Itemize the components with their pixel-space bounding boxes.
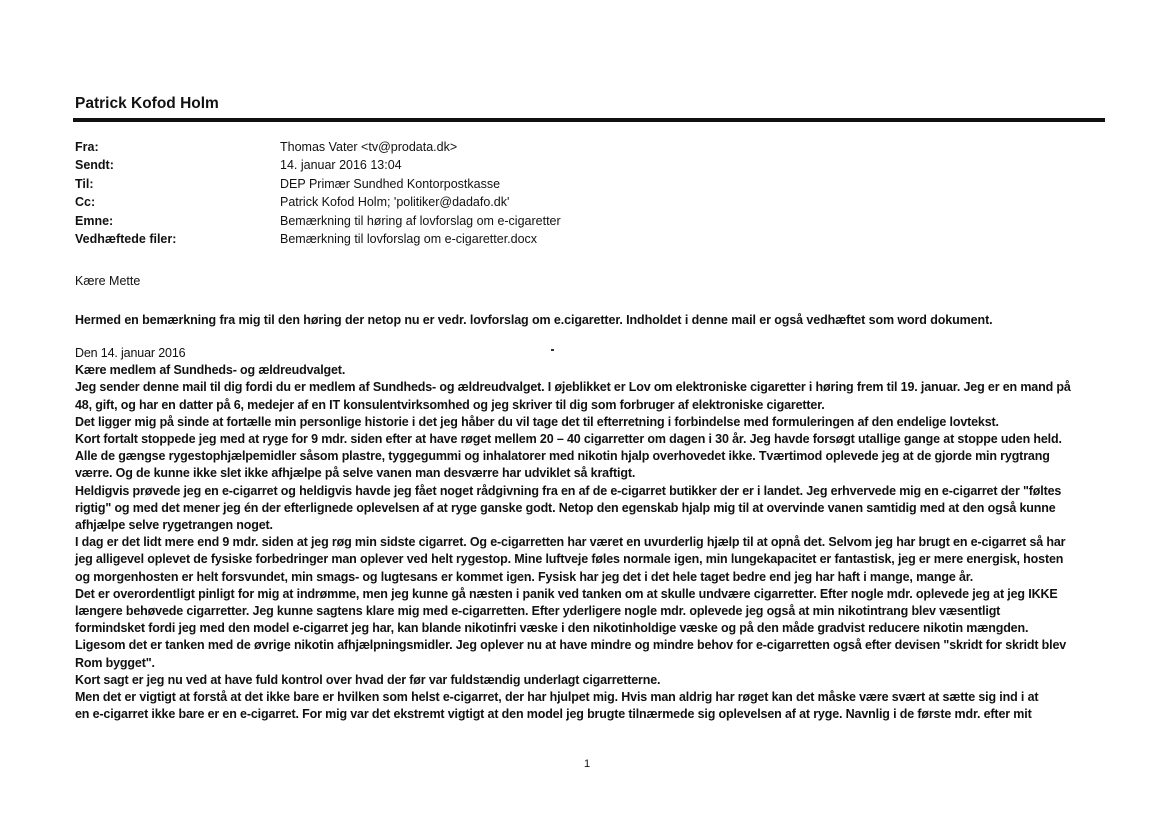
body-line: I dag er det lidt mere end 9 mdr. siden at jeg røg min sidste cigarret. Og e-cigarretten har været en uvurderlig hjælp til at opnå det. Selvom jeg har brugt en e-cigarret så har — [75, 535, 1066, 550]
header-row-cc — [75, 193, 561, 211]
header-label: Cc: — [75, 195, 96, 210]
body-line: en e-cigarret ikke bare er en e-cigarret. For mig var det ekstremt vigtigt at den model jeg brugte tilnærmede sig oplevelsen af at ryge. Navnlig i de første mdr. efter mit — [75, 707, 1032, 722]
body-line: længere behøvede cigarretter. Jeg kunne sagtens klare mig med e-cigarretten. Efter yderligere nogle mdr. oplevede jeg også at min nikotintrang blev væsentligt — [75, 604, 1001, 619]
email-headers — [75, 138, 561, 248]
body-line: Jeg sender denne mail til dig fordi du er medlem af Sundheds- og ældreudvalget. I øjeblikket er Lov om elektroniske cigaretter i høring frem til 19. januar. Jeg er en mand på — [75, 380, 1071, 395]
body-line: Det er overordentligt pinligt for mig at indrømme, men jeg kunne gå næsten i panik ved tanken om at skulle undvære cigarretter. Efter nogle mdr. oplevede jeg at jeg IKKE — [75, 586, 1058, 601]
header-label: Fra: — [75, 140, 99, 154]
header-value: DEP Primær Sundhed Kontorpostkasse — [280, 176, 501, 191]
salutation: Kære Mette — [75, 274, 141, 288]
body-line: 48, gift, og har en datter på 6, medejer af en IT konsulentvirksomhed og jeg skriver til dig som forbruger af elektroniske cigaretter. — [75, 397, 825, 412]
body-line: Kort fortalt stoppede jeg med at ryge for 9 mdr. siden efter at have røget mellem 20 – 40 cigarretter om dagen i 30 år. Jeg havde forsøgt utallige gange at stoppe uden held. — [75, 432, 1062, 447]
body-line: rigtig" og med det mener jeg én der efterlignede oplevelsen af at ryge ganske godt. Netop den egenskab hjalp mig til at overvinde vanen samtidig med at den også kunne — [75, 500, 1056, 515]
header-label: Emne: — [75, 213, 114, 228]
body-line: Kære medlem af Sundheds- og ældreudvalget. — [75, 363, 346, 378]
body-line: jeg alligevel oplevet de fysiske forbedringer man oplever ved helt rygestop. Mine luftveje føles normale igen, min lungekapacitet er fantastisk, jeg er mere energisk, hosten — [75, 552, 1064, 567]
header-label: Til: — [75, 176, 94, 191]
body-line: Heldigvis prøvede jeg en e-cigarret og heldigvis havde jeg fået noget rådgivning fra en af de e-cigarret butikker der er i landet. Jeg erhvervede mig en e-cigarret der "føltes — [75, 483, 1062, 498]
sender-name-heading: Patrick Kofod Holm — [75, 95, 219, 112]
body-line: værre. Og de kunne ikke slet ikke afhjælpe på selve vanen man desværre har udviklet så kraftigt. — [75, 466, 636, 481]
header-value: Thomas Vater <tv@prodata.dk> — [280, 140, 458, 154]
header-row-to — [75, 175, 561, 193]
body-line: Kort sagt er jeg nu ved at have fuld kontrol over hvad der før var fuldstændig underlagt cigarretterne. — [75, 672, 661, 687]
body-line: Rom bygget". — [75, 655, 155, 670]
body-line: Det ligger mig på sinde at fortælle min personlige historie i det jeg håber du vil tage det til efterretning i forbindelse med formuleringen af den endelige lovtekst. — [75, 414, 999, 429]
attachment-filename: Bemærkning til lovforslag om e-cigaretter.docx — [280, 232, 538, 247]
header-row-sent — [75, 156, 561, 174]
header-value: Bemærkning til høring af lovforslag om e-cigaretter — [280, 213, 561, 228]
body-line: afhjælpe selve rygetrangen noget. — [75, 518, 273, 533]
page-number: 1 — [584, 758, 591, 770]
header-label: Vedhæftede filer: — [75, 232, 177, 247]
body-line: og morgenhosten er helt forsvundet, min smags- og lugtesans er kommet igen. Fysisk har jeg det i det hele taget bedre end jeg har haft i mange, mange år. — [75, 569, 974, 584]
body-line: Men det er vigtigt at forstå at det ikke bare er hvilken som helst e-cigarret, der har hjulpet mig. Hvis man aldrig har røget kan det måske være svært at sætte sig ind i at — [75, 690, 1039, 705]
intro-paragraph: Hermed en bemærkning fra mig til den høring der netop nu er vedr. lovforslag om e.cigaretter. Indholdet i denne mail er også vedhæftet som word dokument. — [75, 313, 993, 327]
header-row-attachments — [75, 230, 561, 248]
body-line: Den 14. januar 2016 — [75, 346, 186, 360]
header-value: 14. januar 2016 13:04 — [280, 158, 402, 173]
header-value: Patrick Kofod Holm; 'politiker@dadafo.dk' — [280, 195, 510, 210]
heading-rule — [73, 118, 1105, 122]
body-line: Alle de gængse rygestophjælpemidler såsom plastre, tyggegummi og inhalatorer med nikotin hjalp overhovedet ikke. Tværtimod oplevede jeg at de gjorde min rygtrang — [75, 449, 1050, 464]
header-row-from — [75, 138, 561, 156]
header-row-subject — [75, 212, 561, 230]
header-label: Sendt: — [75, 158, 114, 173]
letter-body — [75, 345, 1105, 723]
body-line: Ligesom det er tanken med de øvrige nikotin afhjælpningsmidler. Jeg oplever nu at have mindre og mindre behov for e-cigarretten også efter devisen "skridt for skridt blev — [75, 638, 1067, 653]
body-line: formindsket fordi jeg med den model e-cigarret jeg har, kan blande nikotinfri væske i den nikotinholdige væske og på den måde gradvist reducere nikotin mængden. — [75, 621, 1029, 636]
